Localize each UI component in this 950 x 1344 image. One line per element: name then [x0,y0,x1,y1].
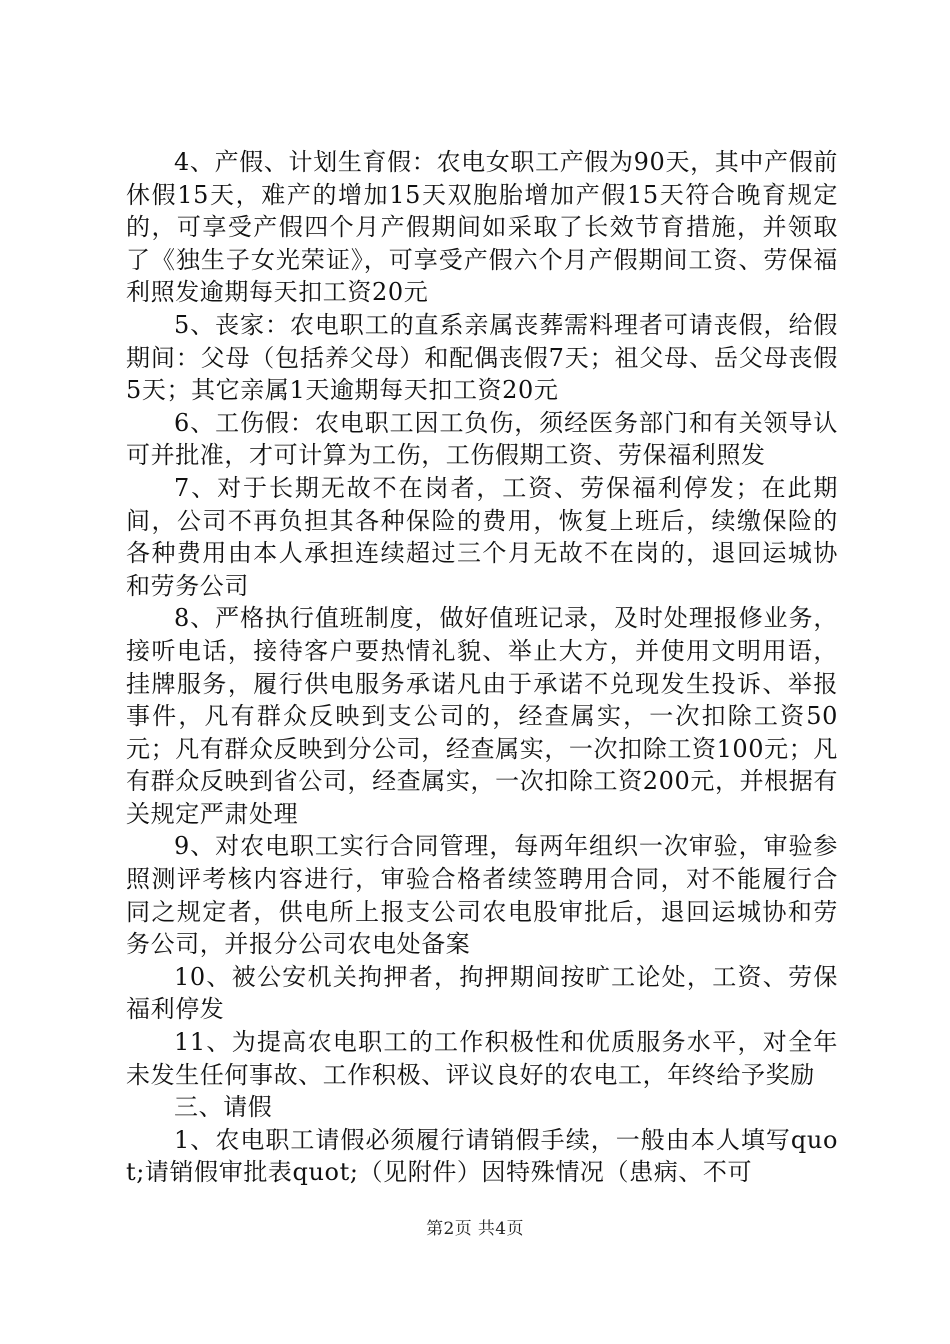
paragraph-maternity-leave: 4、产假、计划生育假：农电女职工产假为90天，其中产假前休假15天，难产的增加15天双胞胎增加产假15天符合晚育规定的，可享受产假四个月产假期间如采取了长效节育措施，并领取了《独生子女光荣证》，可享受产假六个月产假期间工资、劳保福利照发逾期每天扣工资20元 [126,148,838,307]
paragraph-work-injury-leave: 6、工伤假：农电职工因工负伤，须经医务部门和有关领导认可并批准，才可计算为工伤，工伤假期工资、劳保福利照发 [126,408,838,470]
paragraph-rewards: 11、为提高农电职工的工作积极性和优质服务水平，对全年未发生任何事故、工作积极、评议良好的农电工，年终给予奖励 [126,1028,838,1089]
paragraph-long-absence: 7、对于长期无故不在岗者，工资、劳保福利停发；在此期间，公司不再负担其各种保险的费用，恢复上班后，续缴保险的各种费用由本人承担连续超过三个月无故不在岗的，退回运城协和劳务公司 [126,473,838,600]
page-number: 第2页 共4页 [426,1219,524,1239]
paragraph-duty-system: 8、严格执行值班制度，做好值班记录，及时处理报修业务，接听电话，接待客户要热情礼貌、举止大方，并使用文明用语，挂牌服务，履行供电服务承诺凡由于承诺不兑现发生投诉、举报事件，凡有群众反映到支公司的，经查属实，一次扣除工资50元；凡有群众反映到分公司，经查属实，一次扣除工资100元；凡有群众反映到省公司，经查属实，一次扣除工资200元，并根据有关规定严肃处理 [126,604,838,828]
paragraph-contract-management: 9、对农电职工实行合同管理，每两年组织一次审验，审验参照测评考核内容进行，审验合格者续签聘用合同，对不能履行合同之规定者，供电所上报支公司农电股审批后，退回运城协和劳务公司，并报分公司农电处备案 [126,832,838,959]
paragraph-leave-procedure: 1、农电职工请假必须履行请销假手续，一般由本人填写quot;请销假审批表quot;（见附件）因特殊情况（患病、不可 [126,1125,838,1187]
paragraph-bereavement-leave: 5、丧家：农电职工的直系亲属丧葬需料理者可请丧假，给假期间：父母（包括养父母）和配偶丧假7天；祖父母、岳父母丧假5天；其它亲属1天逾期每天扣工资20元 [126,310,838,405]
page-footer [0,1214,950,1239]
section-heading-leave: 三、请假 [174,1093,273,1122]
paragraph-detention: 10、被公安机关拘押者，拘押期间按旷工论处，工资、劳保福利停发 [126,962,838,1024]
document-body [126,146,838,1189]
